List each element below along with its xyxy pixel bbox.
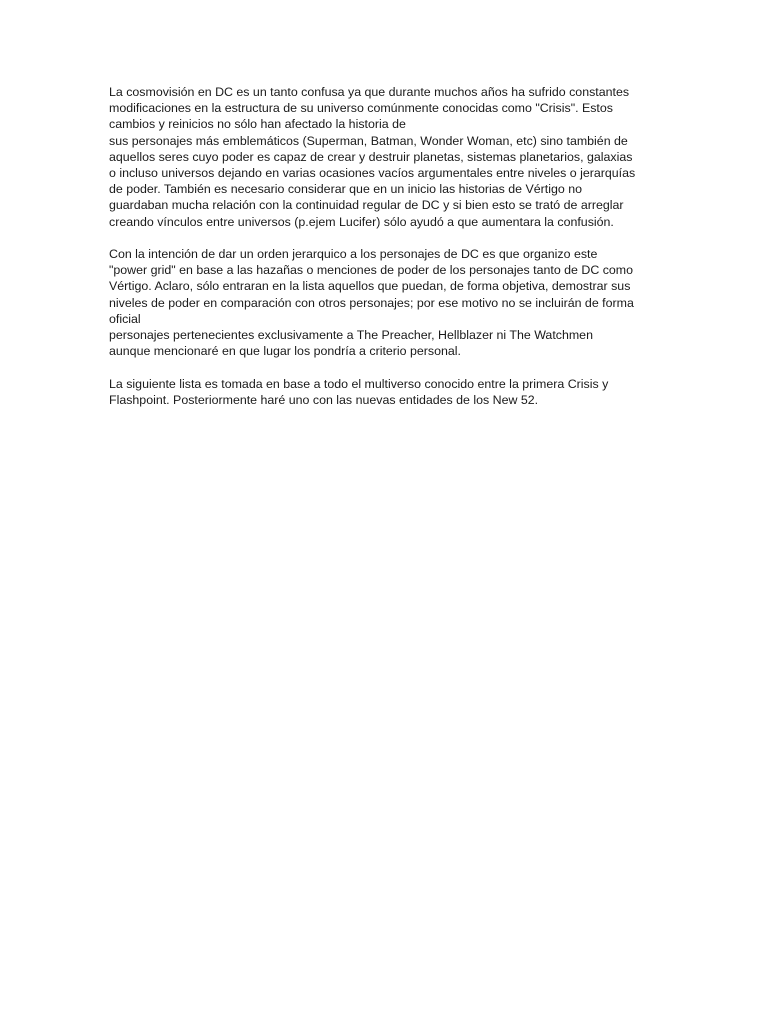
paragraph-3 [109, 376, 669, 408]
text-line: niveles de poder en comparación con otros personajes; por ese motivo no se incluirán de forma [109, 295, 634, 310]
text-line: cambios y reinicios no sólo han afectado la historia de [109, 117, 406, 132]
text-line: personajes pertenecientes exclusivamente a The Preacher, Hellblazer ni The Watchmen [109, 328, 593, 343]
text-line: La siguiente lista es tomada en base a todo el multiverso conocido entre la primera Crisis y [109, 376, 609, 391]
text-line: creando vínculos entre universos (p.ejem Lucifer) sólo ayudó a que aumentara la confusión. [109, 214, 614, 229]
text-line: modificaciones en la estructura de su universo comúnmente conocidas como "Crisis". Estos [109, 101, 613, 116]
text-line: oficial [109, 311, 141, 326]
text-line: Con la intención de dar un orden jerarquico a los personajes de DC es que organizo este [109, 247, 598, 262]
text-line: Vértigo. Aclaro, sólo entraran en la lista aquellos que puedan, de forma objetiva, demostrar sus [109, 279, 631, 294]
text-line: o incluso universos dejando en varias ocasiones vacíos argumentales entre niveles o jerarquías [109, 166, 636, 181]
document-page [109, 84, 669, 424]
paragraph-1 [109, 84, 669, 230]
text-line: sus personajes más emblemáticos (Superman, Batman, Wonder Woman, etc) sino también de [109, 133, 628, 148]
text-line: La cosmovisión en DC es un tanto confusa ya que durante muchos años ha sufrido constantes [109, 85, 630, 99]
text-line: aunque mencionaré en que lugar los pondría a criterio personal. [109, 344, 461, 359]
paragraph-2 [109, 246, 669, 359]
text-line: Flashpoint. Posteriormente haré uno con las nuevas entidades de los New 52. [109, 392, 539, 407]
text-line: guardaban mucha relación con la continuidad regular de DC y si bien esto se trató de arreglar [109, 198, 624, 213]
text-line: "power grid" en base a las hazañas o menciones de poder de los personajes tanto de DC como [109, 263, 634, 278]
text-line: de poder. También es necesario considerar que en un inicio las historias de Vértigo no [109, 182, 582, 197]
text-line: aquellos seres cuyo poder es capaz de crear y destruir planetas, sistemas planetarios, galaxias [109, 149, 633, 164]
